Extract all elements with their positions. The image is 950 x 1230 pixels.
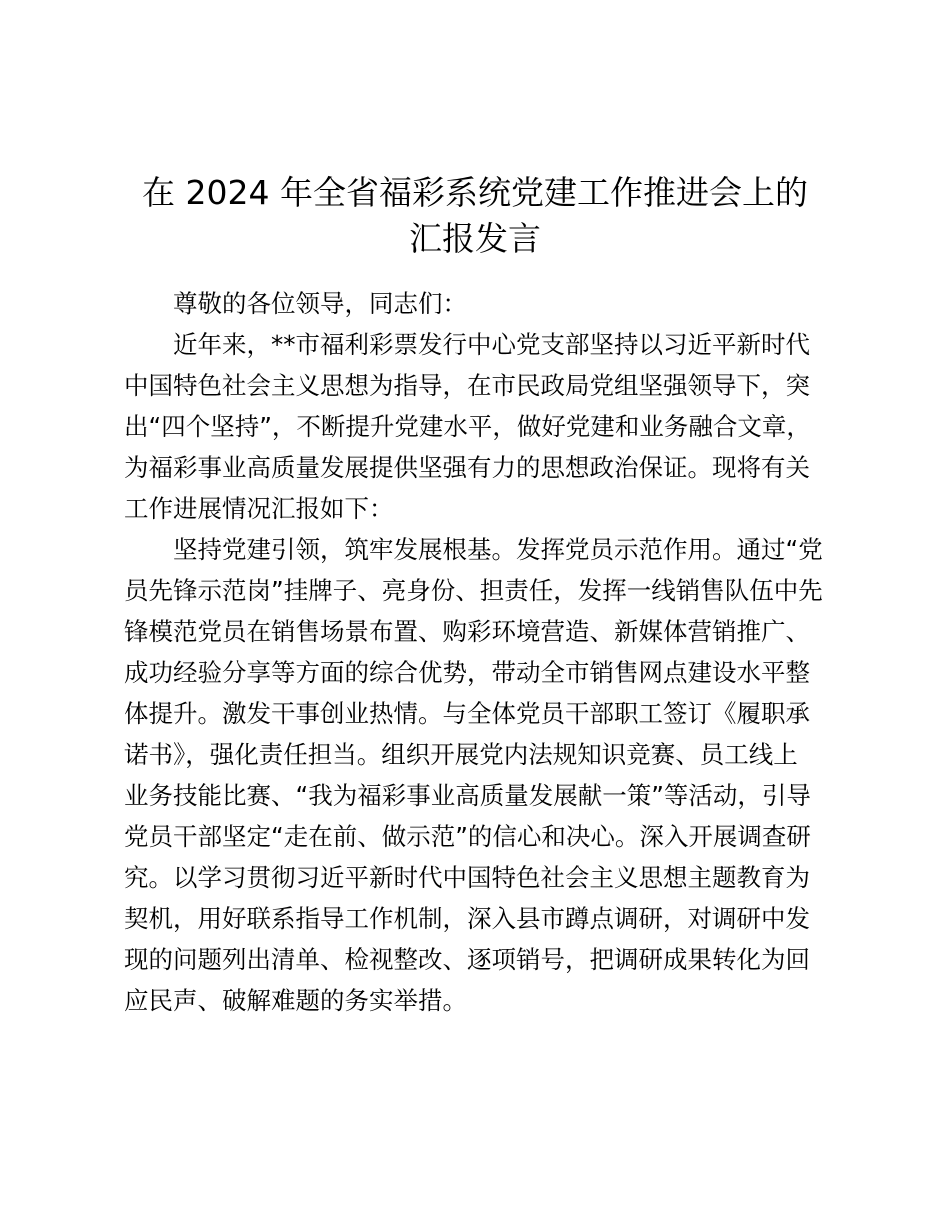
paragraph-line: 工作进展情况汇报如下：: [124, 494, 394, 523]
salutation: 尊敬的各位领导，同志们：: [173, 289, 467, 318]
document-body: [124, 283, 834, 1021]
paragraph-line: 锋模范党员在销售场景布置、购彩环境营造、新媒体营销推广、: [124, 617, 810, 646]
title-line: 汇报发言: [409, 219, 541, 258]
paragraph-line: 究。以学习贯彻习近平新时代中国特色社会主义思想主题教育为: [124, 863, 810, 892]
paragraph-line: 契机，用好联系指导工作机制，深入县市蹲点调研，对调研中发: [124, 904, 810, 933]
paragraph-line: 党员干部坚定“走在前、做示范”的信心和决心。深入开展调查研: [124, 822, 811, 851]
paragraph-line: 应民声、破解难题的务实举措。: [124, 986, 467, 1015]
title-line: 在 2024 年全省福彩系统党建工作推进会上的: [142, 173, 808, 212]
paragraph-line: 近年来，**市福利彩票发行中心党支部坚持以习近平新时代: [173, 330, 810, 359]
paragraph-line: 为福彩事业高质量发展提供坚强有力的思想政治保证。现将有关: [124, 453, 810, 482]
paragraph-line: 坚持党建引领，筑牢发展根基。发挥党员示范作用。通过“党: [173, 535, 823, 564]
paragraph-line: 业务技能比赛、“我为福彩事业高质量发展献一策”等活动，引导: [124, 781, 811, 810]
document-title: [100, 170, 850, 262]
paragraph-line: 中国特色社会主义思想为指导，在市民政局党组坚强领导下，突: [124, 371, 810, 400]
paragraph-line: 现的问题列出清单、检视整改、逐项销号，把调研成果转化为回: [124, 945, 810, 974]
paragraph-line: 员先锋示范岗”挂牌子、亮身份、担责任，发挥一线销售队伍中先: [124, 576, 823, 605]
paragraph-line: 诺书》，强化责任担当。组织开展党内法规知识竞赛、员工线上: [124, 740, 798, 769]
paragraph-line: 体提升。激发干事创业热情。与全体党员干部职工签订《履职承: [124, 699, 810, 728]
paragraph-line: 成功经验分享等方面的综合优势，带动全市销售网点建设水平整: [124, 658, 810, 687]
paragraph-line: 出“四个坚持”，不断提升党建水平，做好党建和业务融合文章，: [124, 412, 811, 441]
